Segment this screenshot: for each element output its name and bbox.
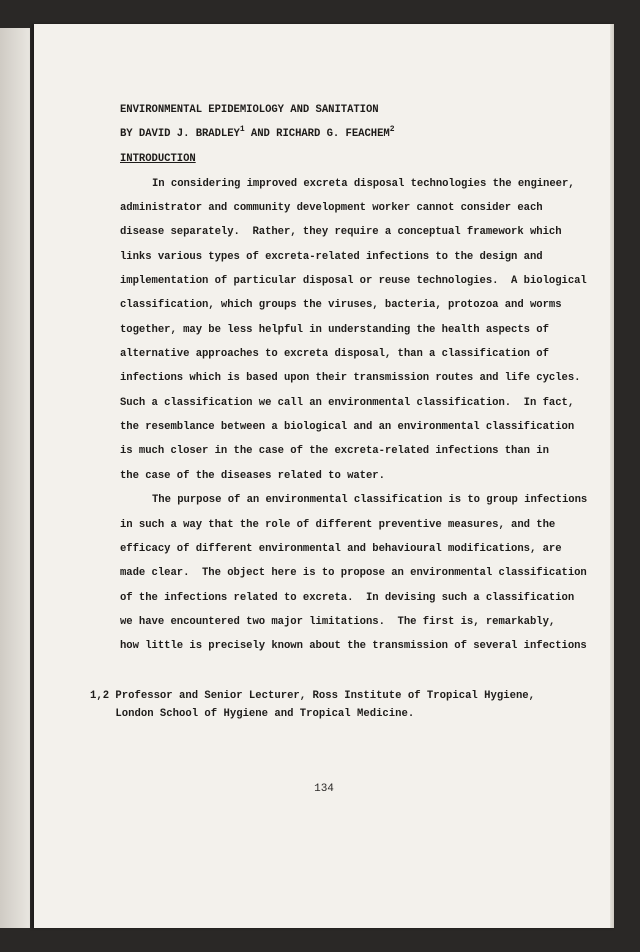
- paragraph-2-line: The purpose of an environmental classification is to group infections: [152, 494, 588, 506]
- article-title: ENVIRONMENTAL EPIDEMIOLOGY AND SANITATION: [120, 104, 379, 116]
- paragraph-2-line: of the infections related to excreta. In devising such a classification: [120, 592, 575, 604]
- author-1-footnote-mark: 1: [239, 125, 245, 134]
- author-2-footnote-mark: 2: [389, 125, 395, 134]
- paragraph-1-line: administrator and community development worker cannot consider each: [120, 202, 543, 214]
- section-heading: INTRODUCTION: [120, 153, 196, 165]
- paragraph-2-line: we have encountered two major limitations. The first is, remarkably,: [120, 616, 556, 628]
- footnote-line: London School of Hygiene and Tropical Medicine.: [90, 708, 415, 720]
- footnote-line: 1,2 Professor and Senior Lecturer, Ross Institute of Tropical Hygiene,: [90, 690, 536, 702]
- paragraph-1-line: the case of the diseases related to water.: [120, 470, 385, 482]
- paragraph-1-line: In considering improved excreta disposal technologies the engineer,: [152, 178, 575, 190]
- paragraph-2-line: in such a way that the role of different preventive measures, and the: [120, 519, 556, 531]
- paragraph-1-line: disease separately. Rather, they require a conceptual framework which: [120, 226, 562, 238]
- facing-page-edge: [0, 28, 30, 928]
- paragraph-1-line: links various types of excreta-related infections to the design and: [120, 251, 543, 263]
- author-2: AND RICHARD G. FEACHEM: [244, 128, 390, 140]
- paragraph-2-line: how little is precisely known about the transmission of several infections: [120, 640, 587, 652]
- paragraph-2-line: efficacy of different environmental and behavioural modifications, are: [120, 543, 562, 555]
- paragraph-1-line: is much closer in the case of the excreta-related infections than in: [120, 445, 549, 457]
- paragraph-1-line: together, may be less helpful in understanding the health aspects of: [120, 324, 549, 336]
- paragraph-2-line: made clear. The object here is to propose an environmental classification: [120, 567, 587, 579]
- paragraph-1-line: the resemblance between a biological and an environmental classification: [120, 421, 575, 433]
- paragraph-1-line: infections which is based upon their transmission routes and life cycles.: [120, 372, 581, 384]
- author-1: BY DAVID J. BRADLEY: [120, 128, 240, 140]
- paragraph-1-line: implementation of particular disposal or reuse technologies. A biological: [120, 275, 587, 287]
- author-line: [120, 125, 395, 140]
- document-page: [34, 24, 614, 928]
- paragraph-1-line: alternative approaches to excreta disposal, than a classification of: [120, 348, 549, 360]
- paragraph-1-line: Such a classification we call an environmental classification. In fact,: [120, 397, 575, 409]
- paragraph-1-line: classification, which groups the viruses, bacteria, protozoa and worms: [120, 299, 562, 311]
- page-number: 134: [314, 783, 334, 795]
